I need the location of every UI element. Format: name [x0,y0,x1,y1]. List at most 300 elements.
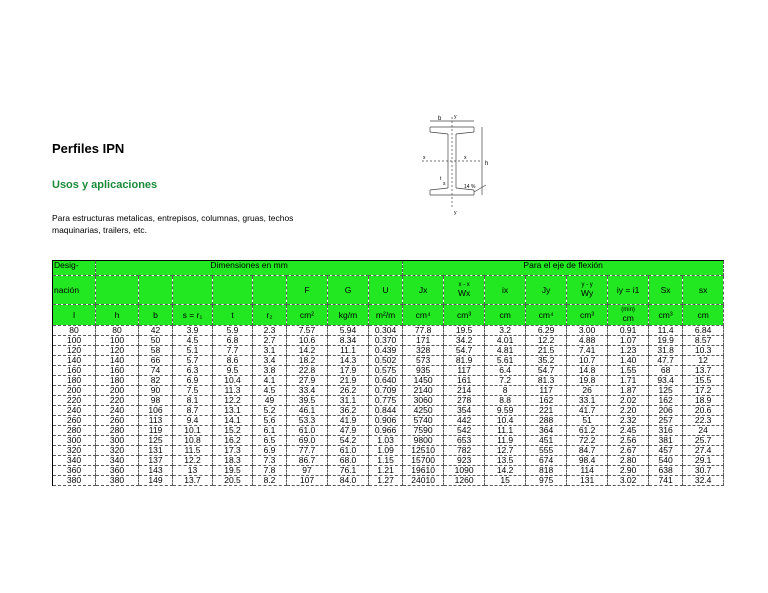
table-cell: 221 [526,406,567,416]
iy-min-note: (min) [621,307,635,313]
table-cell: 0.439 [369,346,403,356]
table-cell: 27.4 [683,446,724,456]
table-cell: 100 [53,336,96,346]
table-cell: 206 [649,406,683,416]
dim-header-r2: r₂ [253,305,287,326]
slope-leader [474,185,486,192]
table-cell: 26.2 [328,386,369,396]
table-cell: 2.3 [253,326,287,336]
table-cell: 3.02 [608,476,649,486]
table-cell: 11.1 [485,426,526,436]
table-cell: 6.5 [253,436,287,446]
table-cell: 90 [139,386,173,396]
table-cell: 24010 [403,476,444,486]
table-cell: 41.7 [567,406,608,416]
table-cell: 10.4 [213,376,253,386]
table-cell: 162 [526,396,567,406]
table-cell: 316 [649,426,683,436]
table-cell: 300 [96,436,139,446]
table-cell: 9.4 [173,416,213,426]
y-top-label: y [454,114,457,120]
table-cell: 119 [139,426,173,436]
table-cell: 6.84 [683,326,724,336]
table-cell: 220 [53,396,96,406]
table-cell: 98 [139,396,173,406]
designation-header-top: Desig- [53,261,96,276]
table-cell: 42 [139,326,173,336]
table-cell: 33.1 [567,396,608,406]
table-cell: 9.5 [213,366,253,376]
table-cell: 24 [683,426,724,436]
flange-slope [456,132,474,134]
table-cell: 131 [139,446,173,456]
table-cell: 2140 [403,386,444,396]
table-cell: 61.0 [287,426,328,436]
table-cell: 7.57 [287,326,328,336]
x-axis-label: x - x [458,282,470,288]
table-cell: 1.03 [369,436,403,446]
table-cell: 149 [139,476,173,486]
table-cell: 18.2 [287,356,328,366]
col-header-Wx: x - x Wx [444,276,485,305]
table-cell: 975 [526,476,567,486]
table-cell: 117 [526,386,567,396]
table-cell: 46.1 [287,406,328,416]
table-row [53,346,724,356]
table-cell: 6.29 [526,326,567,336]
table-cell: 61.2 [567,426,608,436]
col-header-Jx: Jx [403,276,444,305]
table-cell: 0.775 [369,396,403,406]
table-cell: 13.7 [683,366,724,376]
table-cell: 10.4 [485,416,526,426]
table-cell: 328 [403,346,444,356]
table-row [53,466,724,476]
table-cell: 1.09 [369,446,403,456]
table-cell: 21.9 [328,376,369,386]
table-cell: 0.709 [369,386,403,396]
table-cell: 51 [567,416,608,426]
table-cell: 5.2 [253,406,287,416]
table-cell: 674 [526,456,567,466]
table-cell: 160 [53,366,96,376]
table-cell: 741 [649,476,683,486]
table-cell: 68.0 [328,456,369,466]
table-cell: 31.1 [328,396,369,406]
table-cell: 82 [139,376,173,386]
table-cell: 106 [139,406,173,416]
table-cell: 8.57 [683,336,724,346]
table-cell: 380 [53,476,96,486]
header-row-units [53,305,724,326]
table-cell: 14.3 [328,356,369,366]
table-cell: 2.90 [608,466,649,476]
table-cell: 280 [96,426,139,436]
table-cell: 54.7 [526,366,567,376]
x-right-label: x [464,155,467,161]
table-cell: 8 [485,386,526,396]
table-cell: 107 [287,476,328,486]
table-cell: 6.9 [253,446,287,456]
table-cell: 81.3 [526,376,567,386]
table-cell: 14.8 [567,366,608,376]
table-cell: 818 [526,466,567,476]
table-cell: 3.1 [253,346,287,356]
table-cell: 41.9 [328,416,369,426]
table-cell: 80 [96,326,139,336]
col-header-iy: iy = i1 [608,276,649,305]
table-row [53,426,724,436]
table-cell: 5.7 [173,356,213,366]
table-cell: 25.7 [683,436,724,446]
table-cell: 6.1 [253,426,287,436]
table-cell: 30.7 [683,466,724,476]
unit-Wy: cm³ [567,305,608,326]
table-cell: 47.7 [649,356,683,366]
table-cell: 84.0 [328,476,369,486]
table-cell: 0.304 [369,326,403,336]
col-header-Jy: Jy [526,276,567,305]
table-cell: 381 [649,436,683,446]
table-cell: 3.4 [253,356,287,366]
table-cell: 2.7 [253,336,287,346]
table-cell: 2.80 [608,456,649,466]
table-cell: 12.2 [526,336,567,346]
table-cell: 10.3 [683,346,724,356]
table-cell: 1450 [403,376,444,386]
table-cell: 125 [139,436,173,446]
table-cell: 0.906 [369,416,403,426]
dim-header-h: h [96,305,139,326]
table-cell: 2.67 [608,446,649,456]
table-cell: 131 [567,476,608,486]
table-cell: 22.3 [683,416,724,426]
table-cell: 76.1 [328,466,369,476]
table-row [53,356,724,366]
table-cell: 125 [649,386,683,396]
table-cell: 200 [53,386,96,396]
table-cell: 4.01 [485,336,526,346]
col-header-Sx: Sx [649,276,683,305]
table-cell: 180 [96,376,139,386]
unit-Sx: cm³ [649,305,683,326]
table-cell: 68 [649,366,683,376]
table-cell: 288 [526,416,567,426]
table-cell: 0.502 [369,356,403,366]
table-cell: 354 [444,406,485,416]
table-cell: 117 [444,366,485,376]
table-body [53,326,724,486]
table-cell: 15.5 [683,376,724,386]
unit-iy: (min) cm [608,305,649,326]
table-cell: 20.5 [213,476,253,486]
table-cell: 1260 [444,476,485,486]
table-cell: 143 [139,466,173,476]
table-cell: 7.3 [253,456,287,466]
table-cell: 257 [649,416,683,426]
table-cell: 114 [567,466,608,476]
axis-group-header: Para el eje de flexión [403,261,724,276]
table-cell: 653 [444,436,485,446]
table-cell: 200 [96,386,139,396]
table-cell: 10.6 [287,336,328,346]
table-cell: 451 [526,436,567,446]
table-cell: 6.8 [213,336,253,346]
table-cell: 12.7 [485,446,526,456]
slope-label: 14 % [464,184,476,190]
table-cell: 6.9 [173,376,213,386]
header-row-groups [53,261,724,276]
table-cell: 11.9 [485,436,526,446]
table-cell: 97 [287,466,328,476]
table-cell: 34.2 [444,336,485,346]
table-cell: 573 [403,356,444,366]
table-cell: 19.5 [444,326,485,336]
table-row [53,436,724,446]
table-cell: 18.9 [683,396,724,406]
table-cell: 77.7 [287,446,328,456]
table-cell: 9800 [403,436,444,446]
table-cell: 113 [139,416,173,426]
unit-Jy: cm⁴ [526,305,567,326]
table-cell: 0.575 [369,366,403,376]
table-cell: 86.7 [287,456,328,466]
table-cell: 320 [96,446,139,456]
t-label: t [440,176,442,182]
table-cell: 3.2 [485,326,526,336]
table-cell: 13.1 [213,406,253,416]
table-cell: 3.00 [567,326,608,336]
col-header-F: F [287,276,328,305]
ipn-profile-diagram [420,113,500,215]
table-cell: 1.40 [608,356,649,366]
table-cell: 11.1 [328,346,369,356]
table-cell: 33.4 [287,386,328,396]
table-cell: 7.41 [567,346,608,356]
table-cell: 1.55 [608,366,649,376]
table-cell: 49 [253,396,287,406]
table-cell: 300 [53,436,96,446]
table-cell: 84.7 [567,446,608,456]
header-row-symbols [53,276,724,305]
section-subtitle: Usos y aplicaciones [52,179,158,191]
table-cell: 98.4 [567,456,608,466]
ipn-profiles-table [52,260,724,486]
table-cell: 7590 [403,426,444,436]
table-cell: 638 [649,466,683,476]
table-row [53,376,724,386]
table-cell: 4.5 [173,336,213,346]
table-cell: 11.5 [173,446,213,456]
table-cell: 18.3 [213,456,253,466]
table-cell: 3.8 [253,366,287,376]
dim-header-s: s = r₁ [173,305,213,326]
unit-G: kg/m [328,305,369,326]
table-cell: 10.8 [173,436,213,446]
table-cell: 120 [96,346,139,356]
table-cell: 160 [96,366,139,376]
table-cell: 11.3 [213,386,253,396]
dimensions-group-header: Dimensiones en mm [96,261,403,276]
table-cell: 161 [444,376,485,386]
table-cell: 39.5 [287,396,328,406]
table-cell: 162 [649,396,683,406]
table-cell: 93.4 [649,376,683,386]
x-left-label: x [423,155,426,161]
table-cell: 4.1 [253,376,287,386]
table-cell: 7.7 [213,346,253,356]
table-cell: 11.4 [649,326,683,336]
table-cell: 4250 [403,406,444,416]
flange-slope [430,188,448,190]
table-cell: 923 [444,456,485,466]
page-title: Perfiles IPN [52,141,125,156]
table-cell: 15 [485,476,526,486]
s-label: s [443,181,446,187]
table-cell: 364 [526,426,567,436]
col-header-sx: sx [683,276,724,305]
description-text: Para estructuras metalicas, entrepisos, columnas, gruas, techos maquinarias, trailers, etc. [52,213,294,235]
table-cell: 0.640 [369,376,403,386]
table-cell: 1.21 [369,466,403,476]
designation-header-bottom: nación [53,276,96,305]
table-cell: 8.1 [173,396,213,406]
table-cell: 180 [53,376,96,386]
flange-slope [430,132,448,134]
table-cell: 66 [139,356,173,366]
table-cell: 1.87 [608,386,649,396]
dim-header-t: t [213,305,253,326]
table-cell: 5.61 [485,356,526,366]
table-cell: 19610 [403,466,444,476]
col-header-Wy: y - y Wy [567,276,608,305]
table-cell: 3060 [403,396,444,406]
table-cell: 380 [96,476,139,486]
table-cell: 782 [444,446,485,456]
table-cell: 3.9 [173,326,213,336]
table-cell: 542 [444,426,485,436]
table-cell: 140 [96,356,139,366]
table-cell: 260 [96,416,139,426]
table-cell: 4.5 [253,386,287,396]
table-cell: 0.91 [608,326,649,336]
table-cell: 935 [403,366,444,376]
table-cell: 5.1 [173,346,213,356]
table-cell: 35.2 [526,356,567,366]
table-cell: 27.9 [287,376,328,386]
table-cell: 19.5 [213,466,253,476]
table-cell: 0.370 [369,336,403,346]
table-cell: 278 [444,396,485,406]
table-cell: 1.15 [369,456,403,466]
table-cell: 120 [53,346,96,356]
table-row [53,386,724,396]
dim-header-b: b [139,305,173,326]
table-row [53,396,724,406]
table-cell: 1090 [444,466,485,476]
table-cell: 280 [53,426,96,436]
unit-ix: cm [485,305,526,326]
table-cell: 7.8 [253,466,287,476]
table-cell: 74 [139,366,173,376]
table-cell: 12 [683,356,724,366]
table-cell: 5.6 [253,416,287,426]
table-cell: 9.59 [485,406,526,416]
table-cell: 81.9 [444,356,485,366]
table-cell: 140 [53,356,96,366]
table-cell: 61.0 [328,446,369,456]
table-cell: 20.6 [683,406,724,416]
table-cell: 58 [139,346,173,356]
table-cell: 171 [403,336,444,346]
table-cell: 8.34 [328,336,369,346]
table-cell: 1.71 [608,376,649,386]
table-cell: 26 [567,386,608,396]
table-cell: 16.2 [213,436,253,446]
table-cell: 17.9 [328,366,369,376]
table-cell: 457 [649,446,683,456]
table-cell: 540 [649,456,683,466]
table-cell: 4.88 [567,336,608,346]
table-cell: 53.3 [287,416,328,426]
table-cell: 137 [139,456,173,466]
table-row [53,476,724,486]
table-cell: 12510 [403,446,444,456]
table-cell: 6.4 [485,366,526,376]
table-cell: 2.32 [608,416,649,426]
b-label: b [438,116,442,122]
table-cell: 13.5 [485,456,526,466]
table-cell: 2.20 [608,406,649,416]
table-cell: 442 [444,416,485,426]
table-cell: 100 [96,336,139,346]
table-cell: 2.56 [608,436,649,446]
table-cell: 32.4 [683,476,724,486]
table-cell: 5.9 [213,326,253,336]
table-cell: 47.9 [328,426,369,436]
table-cell: 2.02 [608,396,649,406]
table-cell: 8.6 [213,356,253,366]
unit-U: m²/m [369,305,403,326]
table-row [53,446,724,456]
table-cell: 240 [96,406,139,416]
table-cell: 340 [96,456,139,466]
table-cell: 77.8 [403,326,444,336]
table-cell: 69.0 [287,436,328,446]
table-cell: 2.45 [608,426,649,436]
table-cell: 17.3 [213,446,253,456]
table-cell: 80 [53,326,96,336]
table-cell: 0.844 [369,406,403,416]
col-header-U: U [369,276,403,305]
table-cell: 8.7 [173,406,213,416]
table-cell: 5.94 [328,326,369,336]
table-cell: 14.2 [485,466,526,476]
table-cell: 13 [173,466,213,476]
h-label: h [485,161,489,167]
table-cell: 36.2 [328,406,369,416]
table-cell: 260 [53,416,96,426]
y-axis-label: y - y [581,282,593,288]
table-cell: 340 [53,456,96,466]
y-bottom-label: y [454,210,457,215]
table-cell: 4.81 [485,346,526,356]
table-row [53,336,724,346]
table-cell: 10.1 [173,426,213,436]
table-cell: 14.1 [213,416,253,426]
table-cell: 13.7 [173,476,213,486]
table-row [53,406,724,416]
